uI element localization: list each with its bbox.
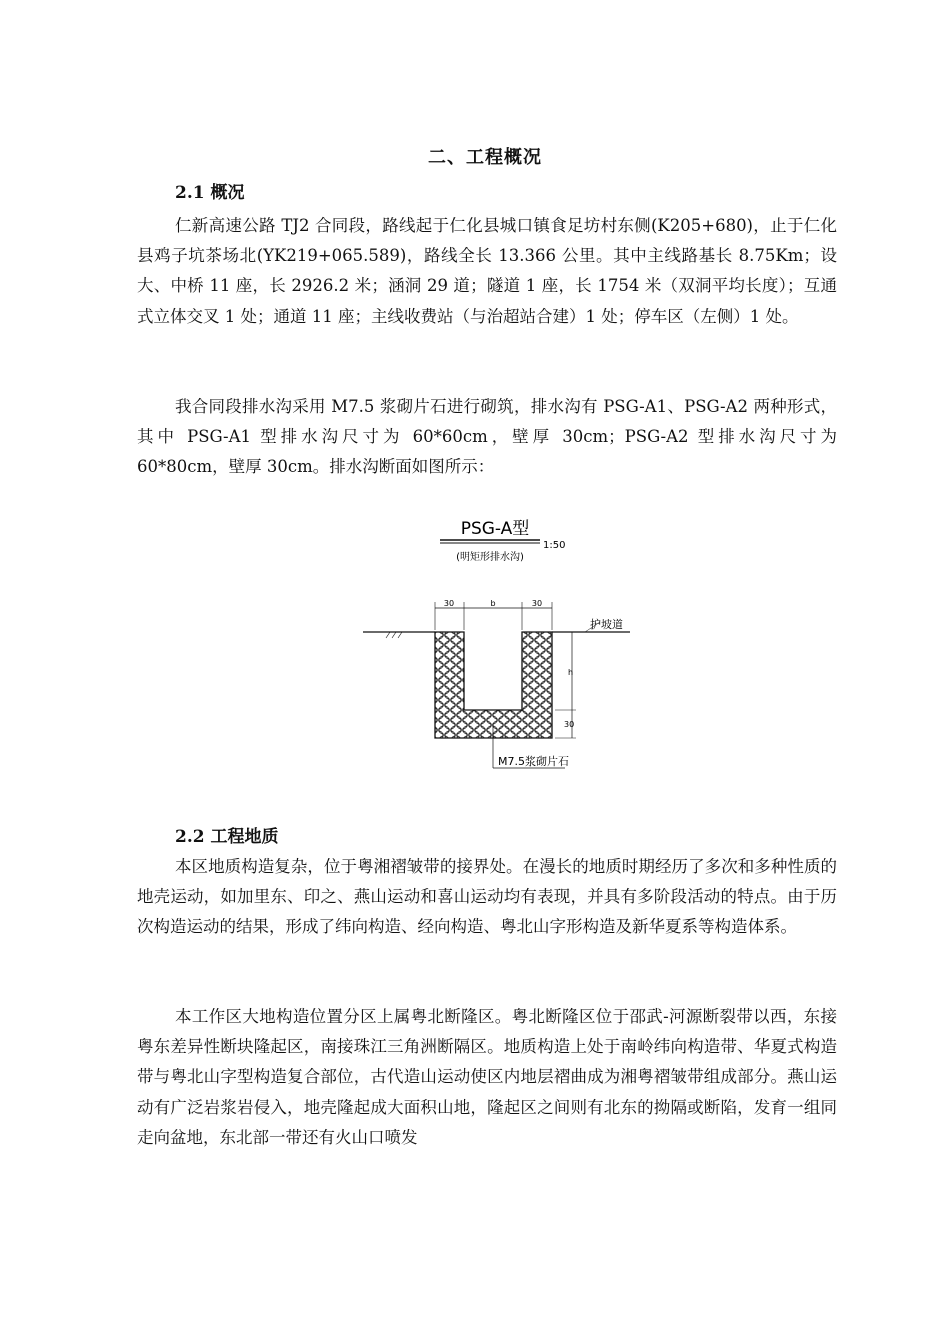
figure-scale: 1:50: [543, 540, 566, 551]
section-heading-overview: 2.1 概况: [175, 183, 245, 203]
paragraph-geology-1: 本区地质构造复杂，位于粤湘褶皱带的接界处。在漫长的地质时期经历了多次和多种性质的地壳运动，如加里东、印之、燕山运动和喜山运动均有表现，并具有多阶段活动的特点。由于历次构造运动的结果，形成了纬向构造、经向构造、粤北山字形构造及新华夏系等构造体系。: [137, 857, 837, 937]
road-label: 护坡道: [590, 618, 623, 631]
section-heading-geology: 2.2 工程地质: [175, 827, 279, 847]
dim-h-label: h: [568, 668, 574, 677]
page-title: 二、工程概况: [428, 147, 542, 168]
dim-mid-label: b: [490, 599, 496, 608]
drainage-ditch-figure: [360, 510, 660, 780]
paragraph-geology-2: 本工作区大地构造位置分区上属粤北断隆区。粤北断隆区位于邵武-河源断裂带以西，东接粤东差异性断块隆起区，南接珠江三角洲断隔区。地质构造上处于南岭纬向构造带、华夏式构造带与粤北山字型构造复合部位，古代造山运动使区内地层褶曲成为湘粤褶皱带组成部分。燕山运动有广泛岩浆岩侵入，地壳隆起成大面积山地，隆起区之间则有北东的拗隔或断陷，发育一组同走向盆地，东北部一带还有火山口喷发: [137, 1007, 837, 1147]
figure-title: PSG-A型: [460, 519, 530, 539]
dim-bottom-label: 30: [564, 720, 575, 729]
masonry-section: [435, 632, 552, 738]
paragraph-overview-2: 我合同段排水沟采用 M7.5 浆砌片石进行砌筑，排水沟有 PSG-A1、PSG-A2 两种形式，其中 PSG-A1 型排水沟尺寸为 60*60cm，壁厚 30cm；PSG-A2 型排水沟尺寸为 60*80cm，壁厚 30cm。排水沟断面如图所示：: [137, 397, 837, 477]
ditch-cross-section-svg: [360, 510, 660, 780]
dim-left-label: 30: [443, 599, 455, 608]
figure-subtitle: (明矩形排水沟): [456, 552, 524, 563]
dim-right-label: 30: [531, 599, 543, 608]
material-label: M7.5浆砌片石: [498, 755, 569, 768]
paragraph-overview-1: 仁新高速公路 TJ2 合同段，路线起于仁化县城口镇食足坊村东侧(K205+680)，止于仁化县鸡子坑茶场北(YK219+065.589)，路线全长 13.366 公里。其中主线路基长 8.75Km；设大、中桥 11 座，长 2926.2 米；涵洞 29 道；隧道 1 座，长 1754 米（双洞平均长度）；互通式立体交叉 1 处；通道 11 座；主线收费站（与治超站合建）1 处；停车区（左侧）1 处。: [137, 216, 837, 326]
